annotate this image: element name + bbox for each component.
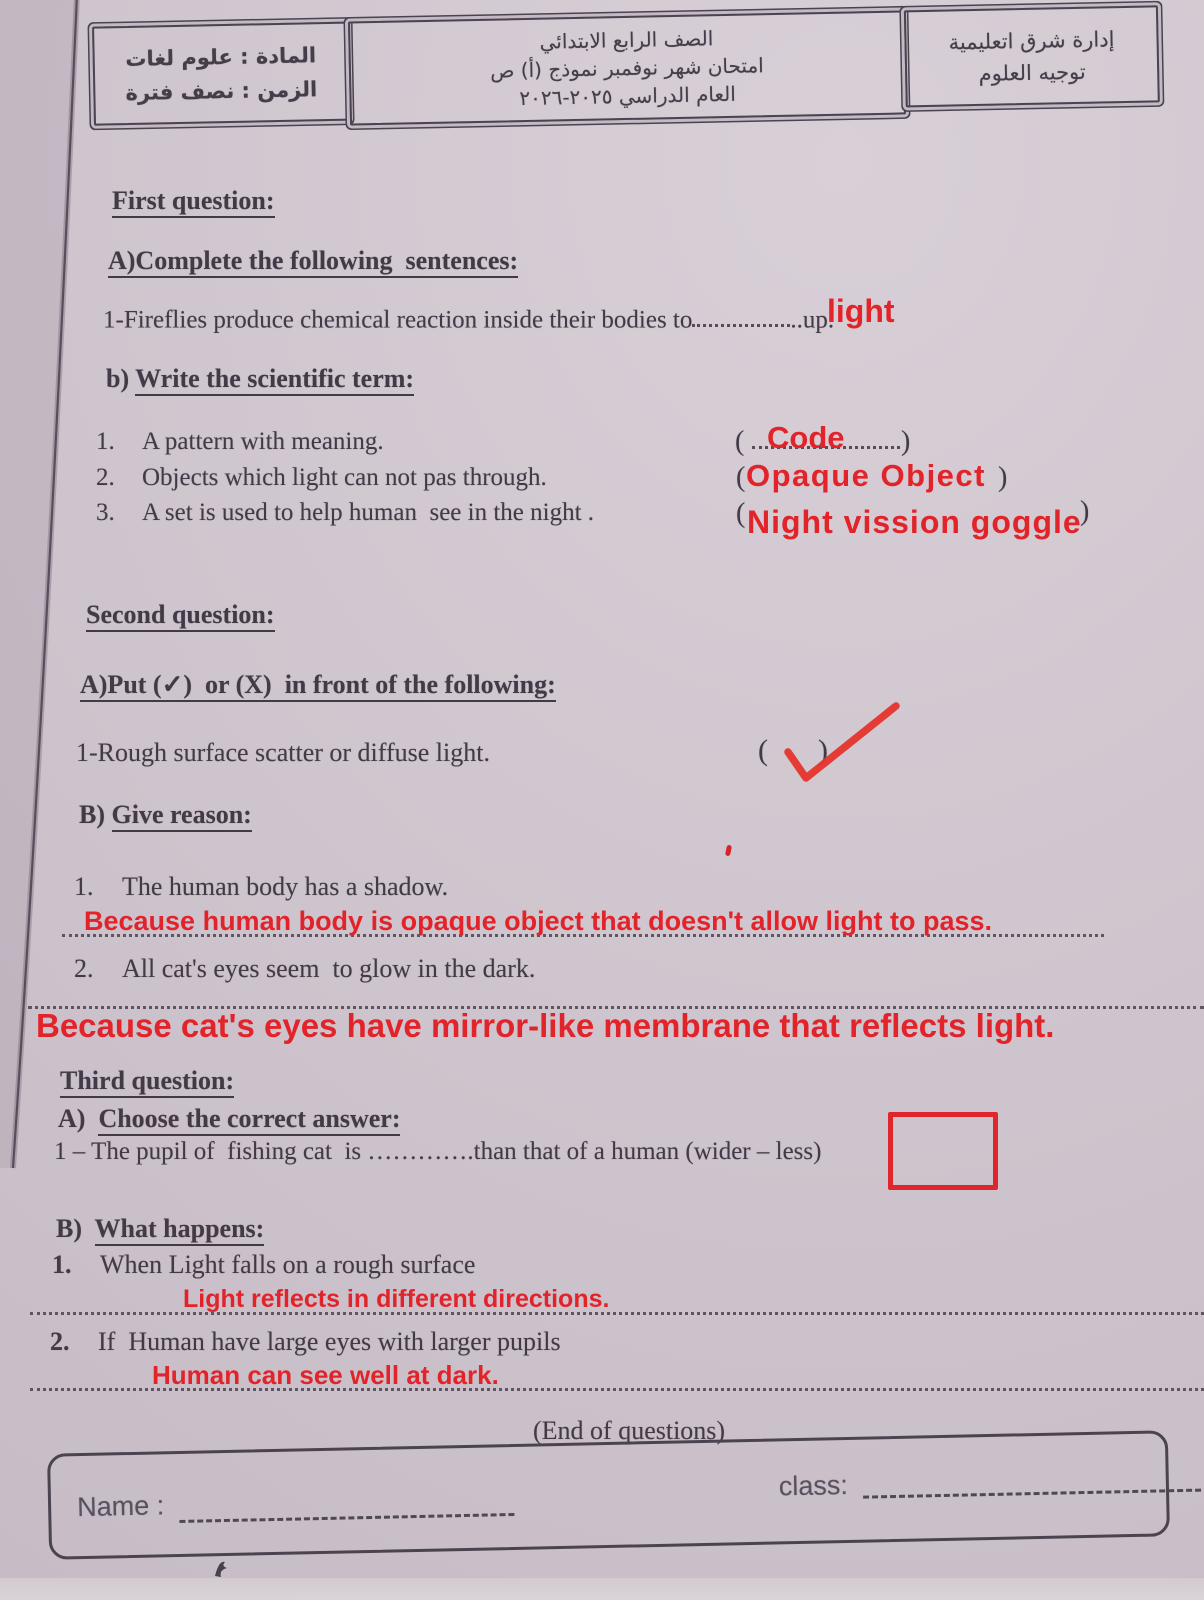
term-1-close-paren: )	[901, 426, 911, 457]
check-annotation-icon	[770, 690, 910, 790]
q2-a-heading: A)Put (✓) or (X) in front of the following:	[80, 670, 556, 700]
third-question-title: Third question:	[60, 1066, 234, 1096]
subject-line: المادة : علوم لغات	[125, 42, 317, 71]
answer-opaque-object: Opaque Object	[746, 458, 986, 493]
scan-bottom-edge	[0, 1578, 1204, 1600]
item-text: If Human have large eyes with larger pupils	[98, 1327, 561, 1356]
reason-row-1	[74, 872, 448, 902]
answer-box-annotation	[888, 1112, 998, 1190]
first-question-title: First question:	[112, 186, 275, 216]
term-3-open-paren: (	[736, 498, 746, 529]
what-happens-row-2	[50, 1327, 561, 1357]
header-subject-box	[92, 22, 350, 126]
item-num: 1.	[52, 1250, 72, 1279]
header-exam-box	[348, 10, 906, 125]
answer-rule-3	[30, 1312, 1204, 1315]
boxed-choice: (wider	[685, 1138, 751, 1165]
header-admin-box	[904, 5, 1160, 107]
answer-code: Code	[767, 420, 845, 455]
term-row-2	[96, 464, 547, 492]
tf1-close-paren: )	[818, 734, 828, 767]
reason-text: The human body has a shadow.	[122, 872, 449, 901]
term-text: A set is used to help human see in the night .	[142, 499, 595, 526]
name-label: Name :	[76, 1490, 165, 1523]
q1-sentence-1: 1-Fireflies produce chemical reaction inside their bodies to ..up.	[103, 303, 834, 334]
what-happens-answer-1: Light reflects in different directions.	[183, 1285, 610, 1313]
class-label: class:	[778, 1469, 849, 1502]
item-text: When Light falls on a rough surface	[100, 1250, 476, 1279]
reason-answer-2: Because cat's eyes have mirror-like membrane that reflects light.	[36, 1007, 1055, 1044]
term-num: 1.	[96, 428, 115, 455]
blank-dots	[692, 303, 790, 327]
q1-b-heading: b) Write the scientific term:	[106, 364, 414, 394]
reason-answer-1: Because human body is opaque object that doesn't allow light to pass.	[84, 906, 993, 936]
term-3-close-paren: )	[1080, 496, 1090, 527]
term-row-3	[96, 499, 594, 527]
term-1-open-paren: (	[735, 426, 745, 457]
q2-b-heading: B) Give reason:	[79, 800, 252, 830]
reason-row-2	[74, 954, 535, 984]
reason-text: All cat's eyes seem to glow in the dark.	[122, 954, 536, 983]
term-2-open-paren: (	[736, 462, 746, 493]
time-line: الزمن : نصف فترة	[125, 76, 318, 105]
admin-line: إدارة شرق اتعليمية	[948, 26, 1115, 55]
direction-line: توجيه العلوم	[978, 59, 1086, 86]
exam-line: امتحان شهر نوفمبر نموذج (أ) ص	[490, 53, 764, 83]
q2-tf-item-1: 1-Rough surface scatter or diffuse light.	[76, 738, 490, 767]
answer-rule-4	[30, 1388, 1204, 1391]
pen-scribble-mark	[212, 1556, 232, 1580]
term-text: Objects which light can not pas through.	[142, 464, 547, 491]
end-of-questions: (End of questions)	[533, 1416, 726, 1445]
q3-a-heading: A) Choose the correct answer:	[58, 1104, 400, 1134]
what-happens-row-1	[52, 1250, 475, 1280]
term-num: 3.	[96, 499, 115, 526]
second-question-title: Second question:	[86, 600, 275, 630]
q3-b-heading: B) What happens:	[56, 1214, 264, 1244]
reason-num: 1.	[74, 872, 94, 901]
q3-mc-item-1: 1 – The pupil of fishing cat is ………….than that of a human (wider – less)	[54, 1138, 822, 1165]
term-2-close-paren: )	[998, 462, 1008, 493]
header-table	[92, 5, 1160, 130]
term-num: 2.	[96, 464, 115, 491]
year-line: العام الدراسي ٢٠٢٥-٢٠٢٦	[519, 81, 736, 111]
item-num: 2.	[50, 1327, 70, 1356]
term-text: A pattern with meaning.	[142, 428, 384, 455]
reason-num: 2.	[74, 954, 94, 983]
grade-line: الصف الرابع الابتدائي	[539, 26, 714, 54]
term-row-1	[96, 428, 384, 456]
answer-light: light	[827, 293, 895, 329]
answer-night-vision-goggle: Night vission goggle	[747, 504, 1082, 540]
tf1-open-paren: (	[758, 734, 768, 767]
what-happens-answer-2: Human can see well at dark.	[152, 1360, 499, 1390]
name-dash-line	[179, 1513, 514, 1523]
q1-a-heading: A)Complete the following sentences:	[108, 246, 518, 276]
class-dash-line	[863, 1488, 1204, 1498]
